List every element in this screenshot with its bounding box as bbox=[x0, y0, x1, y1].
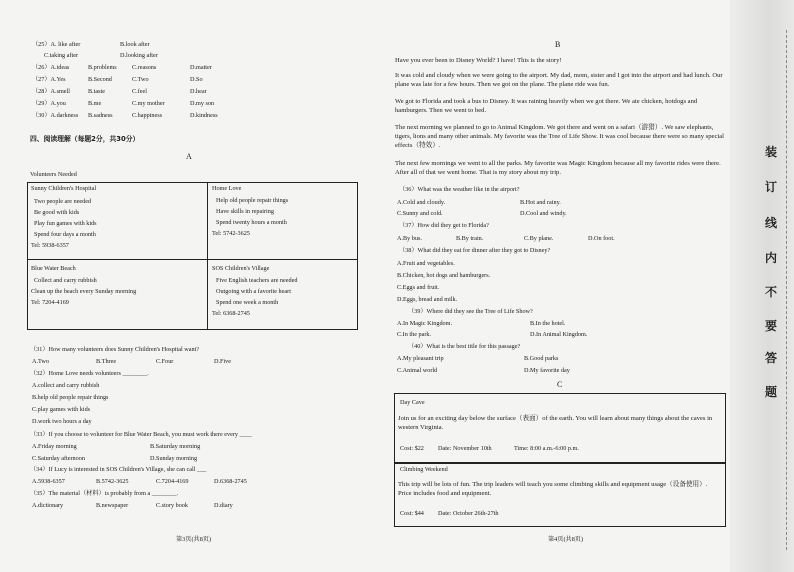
box-line: Clean up the beach every Sunday morning bbox=[31, 288, 137, 295]
option: D.Eggs, bread and milk. bbox=[397, 296, 458, 303]
option: A.Cold and cloudy. bbox=[397, 199, 446, 206]
box-line: Outgoing with a favorite heart bbox=[216, 288, 291, 295]
option: D.In Animal Kingdom. bbox=[530, 331, 588, 338]
passage-b-para: We got to Florida and took a bus to Disney. It was raining heavily when we got there. We ate chicken, hotdogs and hamburgers. Then we went to bed. bbox=[395, 98, 698, 114]
question-39: （39）Where did they see the Tree of Life Show? bbox=[408, 308, 533, 315]
option: C.By plane. bbox=[524, 235, 554, 242]
option: C.play games with kids bbox=[32, 406, 91, 413]
question-35: （35）The material（材料）is probably from a ________. bbox=[30, 490, 179, 497]
box-line: Play fun games with kids bbox=[34, 220, 97, 227]
box-line: Help old people repair things bbox=[216, 197, 289, 204]
option: C.Eggs and fruit. bbox=[397, 284, 440, 291]
day-cave-date: Date: November 10th bbox=[438, 445, 492, 452]
passage-b-para: The next morning we planned to go to Animal Kingdom. We got there and went on a safari（游猎）. We saw elephants, tigers, lions and many other animals. My favorite was the Tree of Life Show. It was cool because there were so many special effects（特效）. bbox=[395, 124, 724, 149]
option: D.Sunday morning bbox=[150, 455, 198, 462]
question-40: （40）What is the best title for this passage? bbox=[408, 343, 521, 350]
cloze-30-a: （30）A.darkness bbox=[32, 112, 79, 119]
cloze-29-a: （29）A.you bbox=[32, 100, 66, 107]
binding-char: 订 bbox=[765, 180, 778, 194]
cloze-25-a: （25）A. like after bbox=[32, 41, 81, 48]
cloze-27-b: B.Second bbox=[88, 76, 112, 83]
question-36: （36）What was the weather like in the airport? bbox=[399, 186, 520, 193]
option: B.Saturday morning bbox=[150, 443, 201, 450]
climbing-cost: Cost: $44 bbox=[400, 510, 424, 517]
passage-b-label: B bbox=[555, 40, 561, 49]
table-divider-h bbox=[27, 259, 357, 260]
cloze-29-b: B.me bbox=[88, 100, 102, 107]
binding-char: 内 bbox=[765, 251, 778, 265]
box-title-hospital: Sunny Children's Hospital bbox=[31, 185, 97, 192]
question-38: （38）What did they eat for dinner after they got to Disney? bbox=[399, 247, 551, 254]
cloze-30-c: C.happiness bbox=[132, 112, 163, 119]
option: A.Friday morning bbox=[32, 443, 77, 450]
cloze-28-d: D.hear bbox=[190, 88, 207, 95]
binding-char: 不 bbox=[765, 285, 778, 299]
option: D.work two hours a day bbox=[32, 418, 92, 425]
section-title: 四、阅读理解（每题2分，共30分） bbox=[30, 135, 140, 143]
option: B.Three bbox=[96, 358, 117, 365]
binding-char: 线 bbox=[765, 216, 778, 230]
passage-b-para: It was cold and cloudy when we were going to the airport. My dad, mom, sister and I got into the airport and had lunch. Our plane was late for a few hours. Then we got on the plane. The plane ride was fun. bbox=[395, 72, 723, 88]
day-cave-title: Day Cave bbox=[400, 399, 425, 406]
question-34: （34）If Lucy is interested in SOS Children's Village, she can call ___ bbox=[30, 466, 207, 473]
question-37: （37）How did they get to Florida? bbox=[399, 222, 489, 229]
option: A.Fruit and vegetables. bbox=[397, 260, 455, 267]
box-line: Spend one week a month bbox=[216, 299, 279, 306]
option: C.In the park. bbox=[397, 331, 432, 338]
option: B.5742-3625 bbox=[96, 478, 129, 485]
option: A.By bus. bbox=[397, 235, 422, 242]
box-line: Tel: 7204-4169 bbox=[31, 299, 69, 306]
option: A.My pleasant trip bbox=[397, 355, 444, 362]
cloze-30-d: D.kindness bbox=[190, 112, 218, 119]
option: D.6368-2745 bbox=[214, 478, 247, 485]
option: C.Animal world bbox=[397, 367, 438, 374]
cloze-27-d: D.So bbox=[190, 76, 203, 83]
passage-b-intro: Have you ever been to Disney World? I have! This is the story! bbox=[395, 57, 562, 64]
page-footer-right: 第4页(共8页) bbox=[548, 536, 584, 543]
option: A.collect and carry rubbish bbox=[32, 382, 100, 389]
cloze-27-a: （27）A.Yes bbox=[32, 76, 66, 83]
passage-b-para: The next few mornings we went to all the parks. My favorite was Magic Kingdom because all my favorite rides were there. After all of that we went home. That is my story about my trip. bbox=[395, 160, 721, 176]
option: B.help old people repair things bbox=[32, 394, 109, 401]
cloze-25-d: D.looking after bbox=[120, 52, 158, 59]
binding-dashed-line bbox=[786, 30, 787, 550]
option: B.newspaper bbox=[96, 502, 129, 509]
option: B.Good parks bbox=[524, 355, 559, 362]
cloze-26-a: （26）A.ideas bbox=[32, 64, 70, 71]
option: D.diary bbox=[214, 502, 233, 509]
box-line: Spend four days a month bbox=[34, 231, 96, 238]
box-line: Have skills in repairing bbox=[216, 208, 274, 215]
box-line: Tel: 5938-6357 bbox=[31, 242, 69, 249]
box-line: Tel: 5742-3625 bbox=[212, 230, 250, 237]
question-33: （33）If you choose to volunteer for Blue Water Beach, you must work there every ____ bbox=[30, 431, 252, 438]
box-line: Be good with kids bbox=[34, 209, 80, 216]
option: D.Cool and windy. bbox=[520, 210, 567, 217]
binding-margin bbox=[730, 0, 794, 572]
day-cave-cost: Cost: $22 bbox=[400, 445, 424, 452]
cloze-28-a: （28）A.smell bbox=[32, 88, 70, 95]
option: C.Sunny and cold. bbox=[397, 210, 443, 217]
option: D.On foot. bbox=[588, 235, 615, 242]
cloze-29-d: D.my son bbox=[190, 100, 215, 107]
option: B.Chicken, hot dogs and hamburgers. bbox=[397, 272, 491, 279]
passage-a-label: A bbox=[186, 152, 192, 161]
climbing-text: This trip will be lots of fun. The trip leaders will teach you some climbing skills and equipment usage（设备使用）. Price includes food and equipment. bbox=[398, 481, 708, 497]
cloze-26-c: C.reasons bbox=[132, 64, 157, 71]
cloze-29-c: C.my mother bbox=[132, 100, 165, 107]
option: A.Two bbox=[32, 358, 49, 365]
binding-char: 题 bbox=[765, 385, 778, 399]
page-footer-left: 第3页(共8页) bbox=[176, 536, 212, 543]
cloze-25-b: B.look after bbox=[120, 41, 150, 48]
option: C.Four bbox=[156, 358, 174, 365]
option: C.Saturday afternoon bbox=[32, 455, 85, 462]
table-divider-v bbox=[207, 182, 208, 329]
box-title-beach: Blue Water Beach bbox=[31, 265, 76, 272]
binding-char: 要 bbox=[765, 319, 778, 333]
option: A.dictionary bbox=[32, 502, 64, 509]
box-line: Collect and carry rubbish bbox=[34, 277, 97, 284]
day-cave-text: Join us for an exciting day below the surface（表面）of the earth. You will learn about many things about the caves in western Virginia. bbox=[398, 415, 713, 431]
cloze-26-b: B.problems bbox=[88, 64, 117, 71]
option: B.Hot and rainy. bbox=[520, 199, 561, 206]
option: C.story book bbox=[156, 502, 188, 509]
option: C.7204-4169 bbox=[156, 478, 189, 485]
question-31: （31）How many volunteers does Sunny Children's Hospital want? bbox=[30, 346, 200, 353]
box-line: Two people are needed bbox=[34, 198, 92, 205]
option: B.In the hotel. bbox=[530, 320, 566, 327]
cloze-26-d: D.matter bbox=[190, 64, 212, 71]
box-line: Spend twenty hours a month bbox=[216, 219, 287, 226]
cloze-25-c: C.taking after bbox=[44, 52, 79, 59]
cloze-28-c: C.feel bbox=[132, 88, 147, 95]
passage-c-label: C bbox=[557, 380, 563, 389]
option: A.5938-6357 bbox=[32, 478, 65, 485]
cloze-28-b: B.taste bbox=[88, 88, 106, 95]
cloze-30-b: B.sadness bbox=[88, 112, 113, 119]
box-line: Five English teachers are needed bbox=[216, 277, 298, 284]
cloze-27-c: C.Two bbox=[132, 76, 149, 83]
binding-char: 装 bbox=[765, 145, 778, 159]
notice-title: Volunteers Needed bbox=[30, 171, 77, 178]
binding-char: 答 bbox=[765, 351, 778, 365]
climbing-title: Climbing Weekend bbox=[400, 466, 448, 473]
box-title-home-love: Home Love bbox=[212, 185, 242, 192]
climbing-date: Date: October 26th-27th bbox=[438, 510, 499, 517]
box-title-sos: SOS Children's Village bbox=[212, 265, 270, 272]
option: D.Five bbox=[214, 358, 232, 365]
box-line: Tel: 6368-2745 bbox=[212, 310, 250, 317]
option: D.My favorite day bbox=[524, 367, 570, 374]
option: B.By train. bbox=[456, 235, 484, 242]
option: A.In Magic Kingdom. bbox=[397, 320, 452, 327]
day-cave-time: Time: 8:00 a.m.-6:00 p.m. bbox=[514, 445, 579, 452]
question-32: （32）Home Love needs volunteers ________. bbox=[30, 370, 149, 377]
